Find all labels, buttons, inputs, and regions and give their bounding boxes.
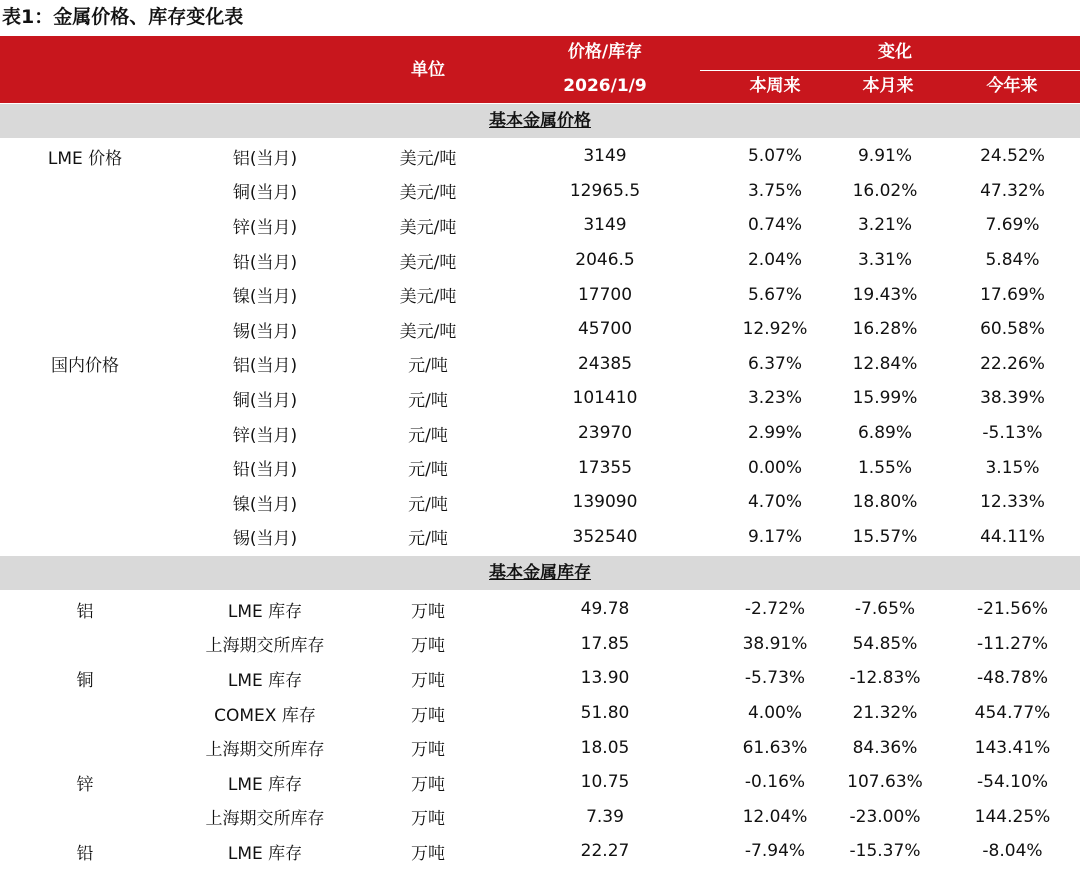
unit-cell: 万吨 xyxy=(411,843,445,864)
header-month: 本月来 xyxy=(862,76,914,96)
group-cell xyxy=(25,243,145,278)
unit-cell: 美元/吨 xyxy=(399,217,457,238)
week-change-cell: 5.67% xyxy=(747,284,802,305)
ytd-change-cell: 144.25% xyxy=(974,806,1051,827)
unit-cell: 美元/吨 xyxy=(399,287,457,308)
item-cell: LME 库存 xyxy=(227,670,303,691)
item-cell: LME 库存 xyxy=(227,601,303,622)
week-change-cell: 6.37% xyxy=(747,353,802,374)
week-change-cell: -0.16% xyxy=(744,772,806,793)
value-cell: 17700 xyxy=(577,284,633,305)
table-row xyxy=(0,381,1080,416)
month-change-cell: 84.36% xyxy=(852,737,918,758)
table-row xyxy=(0,592,1080,627)
group-cell xyxy=(25,174,145,209)
value-cell: 101410 xyxy=(572,388,638,409)
value-cell: 3149 xyxy=(583,146,627,167)
group-cell: 铅 xyxy=(76,843,94,864)
table-header xyxy=(0,36,1080,103)
ytd-change-cell: 7.69% xyxy=(985,215,1040,236)
header-price-stock: 价格/库存 xyxy=(567,42,643,62)
price-rows xyxy=(0,139,1080,554)
unit-cell: 元/吨 xyxy=(408,494,448,515)
ytd-change-cell: 44.11% xyxy=(980,526,1045,547)
month-change-cell: 3.21% xyxy=(857,215,912,236)
week-change-cell: 3.75% xyxy=(747,180,802,201)
group-cell: 铜 xyxy=(76,670,94,691)
table-row xyxy=(0,139,1080,174)
header-unit: 单位 xyxy=(411,60,445,80)
ytd-change-cell: 47.32% xyxy=(980,180,1045,201)
item-cell: 锡(当月) xyxy=(232,321,298,342)
ytd-change-cell: 24.52% xyxy=(980,146,1045,167)
month-change-cell: 15.99% xyxy=(852,388,918,409)
table-row xyxy=(0,243,1080,278)
header-date: 2026/1/9 xyxy=(563,76,647,96)
ytd-change-cell: 5.84% xyxy=(985,250,1040,271)
week-change-cell: 0.00% xyxy=(747,457,802,478)
group-cell xyxy=(25,277,145,312)
item-cell: 锡(当月) xyxy=(232,529,298,550)
table-row xyxy=(0,627,1080,662)
value-cell: 10.75 xyxy=(580,772,630,793)
section-stocks xyxy=(0,556,1080,590)
ytd-change-cell: -48.78% xyxy=(977,668,1048,689)
value-cell: 13.90 xyxy=(580,668,630,689)
table-row xyxy=(0,208,1080,243)
value-cell: 51.80 xyxy=(580,703,630,724)
ytd-change-cell: -5.13% xyxy=(982,423,1043,444)
value-cell: 17.85 xyxy=(580,633,630,654)
week-change-cell: 38.91% xyxy=(742,633,808,654)
item-cell: 锌(当月) xyxy=(232,425,298,446)
month-change-cell: -12.83% xyxy=(849,668,921,689)
month-change-cell: 9.91% xyxy=(857,146,912,167)
value-cell: 49.78 xyxy=(580,599,630,620)
stock-rows xyxy=(0,592,1080,869)
month-change-cell: 15.57% xyxy=(852,526,918,547)
item-cell: 镍(当月) xyxy=(232,494,298,515)
group-cell xyxy=(25,312,145,347)
group-cell xyxy=(25,520,145,555)
group-cell: 铝 xyxy=(76,601,94,622)
header-week: 本周来 xyxy=(749,76,801,96)
group-cell xyxy=(25,627,145,662)
month-change-cell: 16.28% xyxy=(852,319,918,340)
item-cell: LME 库存 xyxy=(227,774,303,795)
item-cell: LME 库存 xyxy=(227,843,303,864)
group-cell xyxy=(25,208,145,243)
group-cell xyxy=(25,416,145,451)
ytd-change-cell: -11.27% xyxy=(977,633,1048,654)
unit-cell: 元/吨 xyxy=(408,529,448,550)
table-row xyxy=(0,347,1080,382)
ytd-change-cell: 3.15% xyxy=(985,457,1040,478)
section-prices xyxy=(0,104,1080,138)
ytd-change-cell: 454.77% xyxy=(974,703,1051,724)
unit-cell: 万吨 xyxy=(411,740,445,761)
value-cell: 7.39 xyxy=(586,806,624,827)
group-cell xyxy=(25,485,145,520)
item-cell: 上海期交所库存 xyxy=(205,636,325,657)
item-cell: 铜(当月) xyxy=(232,183,298,204)
group-cell: LME 价格 xyxy=(47,148,123,169)
value-cell: 17355 xyxy=(577,457,633,478)
unit-cell: 万吨 xyxy=(411,705,445,726)
week-change-cell: -2.72% xyxy=(744,599,806,620)
item-cell: 镍(当月) xyxy=(232,287,298,308)
ytd-change-cell: -21.56% xyxy=(977,599,1048,620)
value-cell: 139090 xyxy=(572,492,638,513)
week-change-cell: 2.04% xyxy=(747,250,802,271)
table-row xyxy=(0,485,1080,520)
table-row xyxy=(0,661,1080,696)
month-change-cell: -15.37% xyxy=(849,841,921,862)
month-change-cell: 3.31% xyxy=(857,250,912,271)
month-change-cell: 107.63% xyxy=(847,772,923,793)
unit-cell: 元/吨 xyxy=(408,425,448,446)
section-prices-label: 基本金属价格 xyxy=(489,111,591,131)
week-change-cell: -5.73% xyxy=(744,668,806,689)
header-ytd: 今年来 xyxy=(986,76,1038,96)
unit-cell: 美元/吨 xyxy=(399,148,457,169)
item-cell: 上海期交所库存 xyxy=(205,740,325,761)
week-change-cell: 0.74% xyxy=(747,215,802,236)
table-row xyxy=(0,174,1080,209)
group-cell: 锌 xyxy=(76,774,94,795)
month-change-cell: 6.89% xyxy=(857,423,912,444)
header-divider xyxy=(700,70,1080,71)
month-change-cell: -7.65% xyxy=(854,599,916,620)
item-cell: 铜(当月) xyxy=(232,390,298,411)
group-cell xyxy=(25,450,145,485)
unit-cell: 元/吨 xyxy=(408,356,448,377)
group-cell xyxy=(25,696,145,731)
month-change-cell: 21.32% xyxy=(852,703,918,724)
table-row xyxy=(0,450,1080,485)
unit-cell: 万吨 xyxy=(411,636,445,657)
month-change-cell: 12.84% xyxy=(852,353,918,374)
value-cell: 352540 xyxy=(572,526,638,547)
month-change-cell: 1.55% xyxy=(857,457,912,478)
unit-cell: 万吨 xyxy=(411,774,445,795)
week-change-cell: 4.00% xyxy=(747,703,802,724)
month-change-cell: -23.00% xyxy=(849,806,921,827)
item-cell: 铝(当月) xyxy=(232,148,298,169)
ytd-change-cell: 22.26% xyxy=(980,353,1045,374)
table-row xyxy=(0,765,1080,800)
value-cell: 24385 xyxy=(577,353,633,374)
item-cell: COMEX 库存 xyxy=(214,705,316,726)
ytd-change-cell: 60.58% xyxy=(980,319,1045,340)
month-change-cell: 54.85% xyxy=(852,633,918,654)
group-cell: 国内价格 xyxy=(51,356,119,377)
unit-cell: 万吨 xyxy=(411,809,445,830)
week-change-cell: 5.07% xyxy=(747,146,802,167)
value-cell: 22.27 xyxy=(580,841,630,862)
week-change-cell: 61.63% xyxy=(742,737,808,758)
unit-cell: 元/吨 xyxy=(408,460,448,481)
week-change-cell: 2.99% xyxy=(747,423,802,444)
month-change-cell: 16.02% xyxy=(852,180,918,201)
item-cell: 上海期交所库存 xyxy=(205,809,325,830)
table-row xyxy=(0,730,1080,765)
ytd-change-cell: 38.39% xyxy=(980,388,1045,409)
week-change-cell: 3.23% xyxy=(747,388,802,409)
table-row xyxy=(0,277,1080,312)
unit-cell: 万吨 xyxy=(411,601,445,622)
header-change: 变化 xyxy=(878,42,912,62)
month-change-cell: 18.80% xyxy=(852,492,918,513)
unit-cell: 元/吨 xyxy=(408,390,448,411)
week-change-cell: -7.94% xyxy=(744,841,806,862)
table-row xyxy=(0,312,1080,347)
table-row xyxy=(0,416,1080,451)
unit-cell: 美元/吨 xyxy=(399,321,457,342)
ytd-change-cell: -8.04% xyxy=(982,841,1043,862)
item-cell: 铅(当月) xyxy=(232,460,298,481)
unit-cell: 美元/吨 xyxy=(399,252,457,273)
week-change-cell: 12.04% xyxy=(742,806,808,827)
section-stocks-label: 基本金属库存 xyxy=(489,563,591,583)
table-row xyxy=(0,834,1080,869)
value-cell: 12965.5 xyxy=(569,180,641,201)
ytd-change-cell: 17.69% xyxy=(980,284,1045,305)
value-cell: 45700 xyxy=(577,319,633,340)
week-change-cell: 12.92% xyxy=(742,319,808,340)
ytd-change-cell: 12.33% xyxy=(980,492,1045,513)
week-change-cell: 4.70% xyxy=(747,492,802,513)
table-row xyxy=(0,800,1080,835)
month-change-cell: 19.43% xyxy=(852,284,918,305)
item-cell: 铝(当月) xyxy=(232,356,298,377)
week-change-cell: 9.17% xyxy=(747,526,802,547)
group-cell xyxy=(25,381,145,416)
unit-cell: 美元/吨 xyxy=(399,183,457,204)
value-cell: 18.05 xyxy=(580,737,630,758)
ytd-change-cell: -54.10% xyxy=(977,772,1048,793)
value-cell: 23970 xyxy=(577,423,633,444)
item-cell: 锌(当月) xyxy=(232,217,298,238)
value-cell: 2046.5 xyxy=(575,250,635,271)
table-title: 表1：金属价格、库存变化表 xyxy=(2,6,244,28)
table-row xyxy=(0,696,1080,731)
unit-cell: 万吨 xyxy=(411,670,445,691)
ytd-change-cell: 143.41% xyxy=(974,737,1051,758)
item-cell: 铅(当月) xyxy=(232,252,298,273)
table-row xyxy=(0,520,1080,555)
group-cell xyxy=(25,800,145,835)
value-cell: 3149 xyxy=(583,215,627,236)
group-cell xyxy=(25,730,145,765)
